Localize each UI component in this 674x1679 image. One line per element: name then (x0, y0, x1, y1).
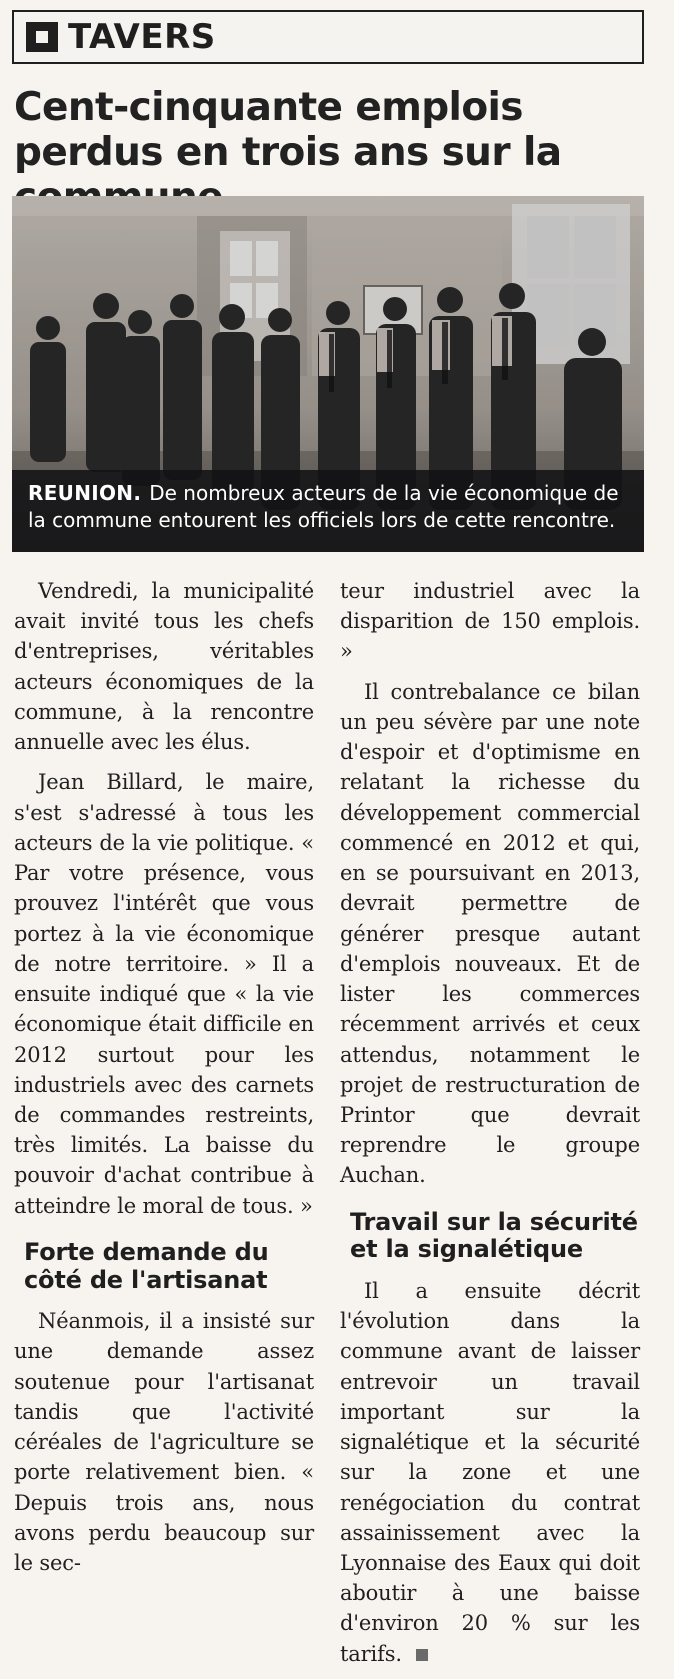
caption-text: De nombreux acteurs de la vie économique de la commune entourent les officiels lors de cette rencontre. (28, 481, 619, 532)
right-subheading: Travail sur la sécurité et la signalétique (350, 1207, 638, 1264)
left-paragraph-2: Jean Billard, le maire, s'est s'adressé à tous les acteurs de la vie politique. « Par votre présence, vous prouvez l'intérêt que vous portez à la vie économique de notre territoire. » Il a ensuite indiqué que « la vie économique était difficile en 2012 surtout pour les industriels avec des carnets de commandes restreints, très limités. La baisse du pouvoir d'achat contribue à atteindre le moral de tous. » (14, 770, 314, 1218)
page-title: Cent-cinquante emplois perdus en trois ans sur la (14, 85, 562, 175)
article-columns (14, 576, 640, 1666)
left-paragraph-3: Néanmois, il a insisté sur une demande assez soutenue pour l'artisanat tandis que l'activité céréales de l'agriculture se porte relativement bien. « Depuis trois ans, nous avons perdu beaucoup sur le sec- (14, 1309, 314, 1575)
right-paragraph-3 (340, 1276, 640, 1669)
right-paragraph-1: teur industriel avec la disparition de 150 emplois. » (340, 579, 640, 664)
section-header (12, 10, 644, 64)
photo-caption (12, 470, 644, 552)
caption-title: REUNION. (28, 481, 142, 505)
right-paragraph-2: Il contrebalance ce bilan un peu sévère par une note d'espoir et d'optimisme en relatant la richesse du développement commercial commencé en 2012 et qui, en se poursuivant en 2013, devrait permettre de générer presque autant d'emplois nouveaux. Et de lister les commerces récemment arrivés et ceux attendus, notamment le projet de restructuration de Printor que devrait reprendre le groupe Auchan. (340, 679, 640, 1188)
right-column (340, 576, 640, 1679)
section-square-inner (36, 31, 48, 43)
section-label: TAVERS (68, 17, 216, 57)
left-column (14, 576, 314, 1679)
end-square-icon (416, 1649, 428, 1661)
section-square-icon (26, 22, 58, 52)
left-paragraph-1: Vendredi, la municipalité avait invité tous les chefs d'entreprises, véritables acteurs économiques de la commune, à la rencontre annuelle avec les élus. (14, 579, 314, 755)
left-subheading: Forte demande du côté de l'artisanat (24, 1237, 269, 1294)
right-paragraph-3-text: Il a ensuite décrit l'évolution dans la commune avant de laisser entrevoir un travail important sur la signalétique et la sécurité sur la zone et une renégociation du contrat assainissement avec la Lyonnaise des Eaux qui doit aboutir à une baisse d'environ 20 % sur les tarifs. (340, 1278, 640, 1666)
